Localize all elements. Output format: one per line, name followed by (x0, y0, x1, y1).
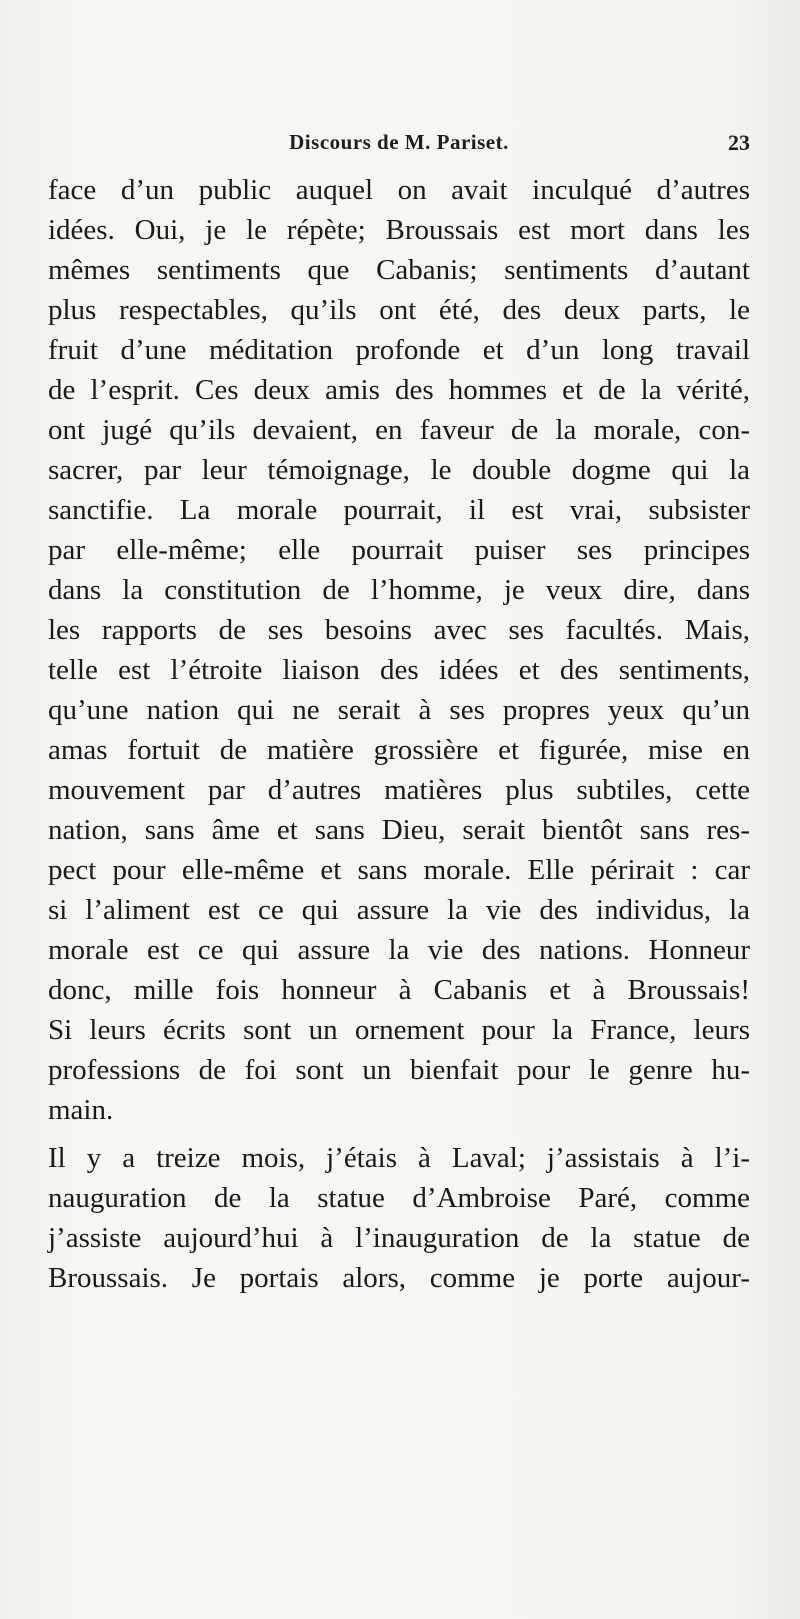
body-text (48, 170, 750, 1298)
text-line: mêmes sentiments que Cabanis; sentiments d’autant (48, 254, 750, 286)
text-line: sacrer, par leur témoignage, le double dogme qui la (48, 454, 750, 486)
text-line: nation, sans âme et sans Dieu, serait bientôt sans res- (48, 814, 750, 846)
text-line: donc, mille fois honneur à Cabanis et à Broussais! (48, 974, 750, 1006)
text-line: si l’aliment est ce qui assure la vie des individus, la (48, 894, 750, 926)
text-line: ont jugé qu’ils devaient, en faveur de la morale, con- (48, 414, 750, 446)
running-title: Discours de M. Pariset. (289, 130, 509, 154)
text-line: Il y a treize mois, j’étais à Laval; j’assistais à l’i- (48, 1142, 750, 1174)
text-line: fruit d’une méditation profonde et d’un long travail (48, 334, 750, 366)
text-line: Broussais. Je portais alors, comme je porte aujour- (48, 1262, 750, 1294)
text-line: mouvement par d’autres matières plus subtiles, cette (48, 774, 750, 806)
text-line: face d’un public auquel on avait inculqué d’autres (48, 174, 750, 206)
page-number: 23 (728, 130, 750, 155)
text-line: professions de foi sont un bienfait pour le genre hu- (48, 1054, 750, 1086)
paragraph-2 (48, 1138, 750, 1298)
text-line: Si leurs écrits sont un ornement pour la France, leurs (48, 1014, 750, 1046)
text-line: amas fortuit de matière grossière et figurée, mise en (48, 734, 750, 766)
paragraph-gap (48, 1130, 750, 1138)
text-line: sanctifie. La morale pourrait, il est vrai, subsister (48, 494, 750, 526)
text-line: telle est l’étroite liaison des idées et des sentiments, (48, 654, 750, 686)
text-line: par elle-même; elle pourrait puiser ses principes (48, 534, 750, 566)
text-line: plus respectables, qu’ils ont été, des deux parts, le (48, 294, 750, 326)
text-line: morale est ce qui assure la vie des nations. Honneur (48, 934, 750, 966)
paragraph-1 (48, 170, 750, 1130)
text-line: dans la constitution de l’homme, je veux dire, dans (48, 574, 750, 606)
text-line: j’assiste aujourd’hui à l’inauguration de la statue de (48, 1222, 750, 1254)
text-line: pect pour elle-même et sans morale. Elle périrait : car (48, 854, 750, 886)
text-line: les rapports de ses besoins avec ses facultés. Mais, (48, 614, 750, 646)
text-line: qu’une nation qui ne serait à ses propres yeux qu’un (48, 694, 750, 726)
text-line: idées. Oui, je le répète; Broussais est mort dans les (48, 214, 750, 246)
page-header (48, 130, 750, 162)
text-line: de l’esprit. Ces deux amis des hommes et de la vérité, (48, 374, 750, 406)
text-line: nauguration de la statue d’Ambroise Paré, comme (48, 1182, 750, 1214)
text-line: main. (48, 1094, 114, 1126)
